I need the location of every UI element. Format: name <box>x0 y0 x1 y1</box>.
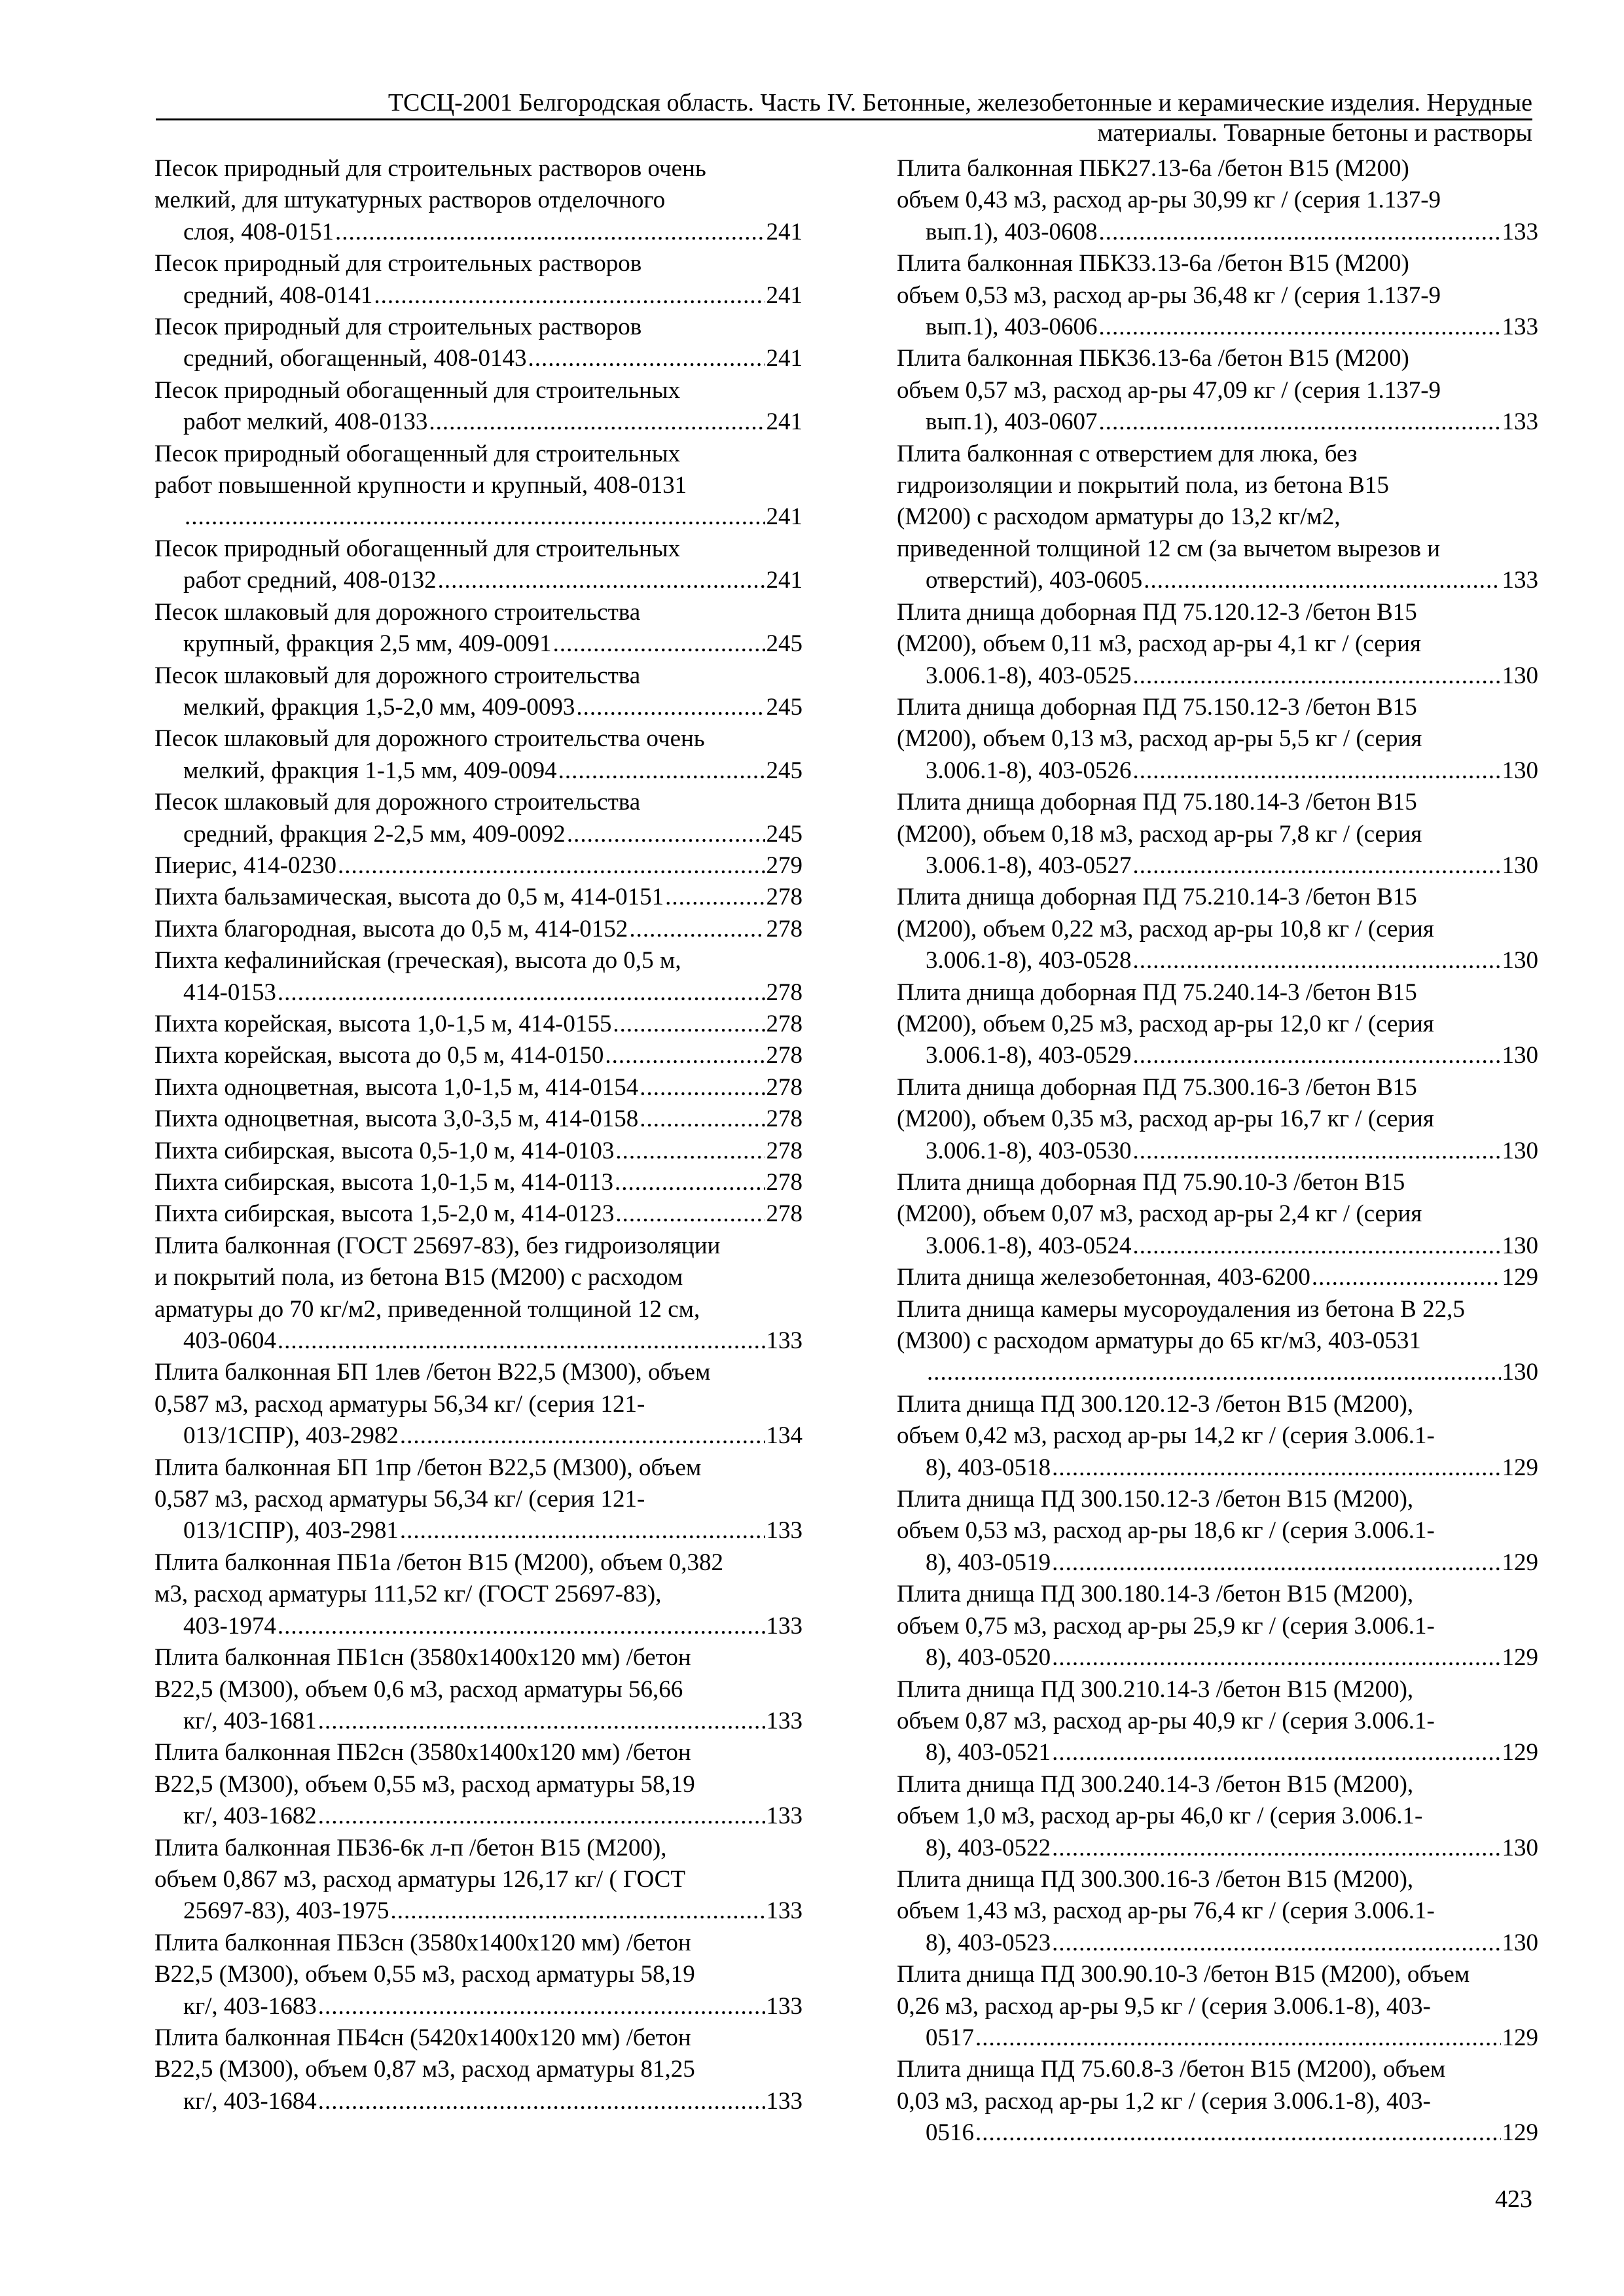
dot-leader <box>1132 660 1500 692</box>
entry-text-line: Песок природный для строительных растворов <box>154 250 642 278</box>
entry-text-line: (М200), объем 0,18 м3, расход ар-ры 7,8 кг / (серия <box>897 820 1422 848</box>
entry-text-line: 414-0153 <box>183 978 276 1006</box>
entry-text-line: Пихта сибирская, высота 1,5-2,0 м, 414-0123 <box>154 1200 615 1228</box>
entry-page-number: 133 <box>1502 408 1538 436</box>
entry-text-line: В22,5 (М300), объем 0,55 м3, расход арматуры 58,19 <box>154 1770 695 1798</box>
entry-text-line: Плита днища доборная ПД 75.300.16-3 /бетон В15 <box>897 1073 1417 1101</box>
entry-page-number: 129 <box>1502 1549 1538 1576</box>
entry-page-number: 278 <box>766 1042 803 1069</box>
index-entry <box>154 597 803 660</box>
index-entry <box>897 1959 1538 2054</box>
index-entry <box>154 1928 803 2022</box>
index-entry <box>154 787 803 850</box>
entry-page-number: 241 <box>766 218 803 245</box>
dot-leader <box>374 280 765 312</box>
index-column-left <box>154 153 803 2117</box>
entry-text-line: 8), 403-0522 <box>926 1834 1051 1861</box>
entry-text-line: Пихта корейская, высота до 0,5 м, 414-0150 <box>154 1042 604 1069</box>
entry-text-line: мелкий, для штукатурных растворов отделочного <box>154 187 666 214</box>
entry-text-line: м3, расход арматуры 111,52 кг/ (ГОСТ 25697-83), <box>154 1581 662 1608</box>
entry-page-number: 279 <box>766 852 803 879</box>
entry-text-line: Песок природный для строительных растворов очень <box>154 155 706 182</box>
index-entry <box>154 1072 803 1103</box>
index-entry <box>897 343 1538 438</box>
dot-leader <box>1132 1040 1500 1071</box>
entry-page-number: 245 <box>766 630 803 658</box>
index-entry <box>154 1009 803 1040</box>
entry-page-number: 241 <box>766 408 803 436</box>
entry-page-number: 130 <box>1502 852 1538 879</box>
entry-text-line: В22,5 (М300), объем 0,87 м3, расход арматуры 81,25 <box>154 2056 695 2083</box>
index-entry <box>897 882 1538 977</box>
dot-leader <box>1132 1136 1500 1167</box>
dot-leader <box>640 1103 765 1135</box>
running-header <box>156 88 1532 148</box>
entry-text-line: 0,587 м3, расход арматуры 56,34 кг/ (серия 121- <box>154 1486 645 1513</box>
dot-leader <box>605 1040 765 1071</box>
entry-text-line: Пиерис, 414-0230 <box>154 852 336 879</box>
entry-text-line: Плита днища ПД 300.180.14-3 /бетон В15 (М200), <box>897 1581 1414 1608</box>
index-entry <box>897 248 1538 343</box>
index-entry <box>897 1167 1538 1262</box>
entry-text-line: 0,587 м3, расход арматуры 56,34 кг/ (серия 121- <box>154 1390 645 1418</box>
index-entry <box>154 1167 803 1198</box>
entry-page-number: 130 <box>1502 1042 1538 1069</box>
entry-text-line: В22,5 (М300), объем 0,55 м3, расход арматуры 58,19 <box>154 1961 695 1988</box>
entry-text-line: 3.006.1-8), 403-0529 <box>926 1042 1132 1069</box>
entry-page-number: 133 <box>766 1612 803 1640</box>
entry-page-number: 133 <box>1502 567 1538 594</box>
dot-leader <box>640 1072 765 1103</box>
entry-page-number: 130 <box>1502 1359 1538 1386</box>
entry-page-number: 245 <box>766 757 803 784</box>
dot-leader <box>318 1706 765 1737</box>
entry-page-number: 133 <box>766 1517 803 1545</box>
entry-text-line: Песок природный обогащенный для строительных <box>154 535 681 562</box>
header-line-1: ТССЦ-2001 Белгородская область. Часть IV. Бетонные, железобетонные и керамические изделия. Нерудные <box>388 89 1532 117</box>
entry-page-number: 130 <box>1502 1232 1538 1259</box>
index-entry <box>154 723 803 787</box>
index-entry <box>897 153 1538 248</box>
entry-text-line: 013/1СПР), 403-2981 <box>183 1517 399 1545</box>
entry-text-line: приведенной толщиной 12 см (за вычетом вырезов и <box>897 535 1441 562</box>
entry-text-line: 0,26 м3, расход ар-ры 9,5 кг / (серия 3.006.1-8), 403- <box>897 1992 1431 2020</box>
dot-leader <box>1052 1928 1500 1959</box>
entry-text-line: (М200), объем 0,35 м3, расход ар-ры 16,7 кг / (серия <box>897 1105 1434 1133</box>
entry-text-line: Плита днища ПД 300.150.12-3 /бетон В15 (М200), <box>897 1486 1414 1513</box>
index-entry <box>154 850 803 882</box>
index-entry <box>154 153 803 248</box>
entry-text-line: 8), 403-0523 <box>926 1929 1051 1956</box>
index-entry <box>897 977 1538 1072</box>
index-entry <box>154 248 803 312</box>
entry-text-line: (М200), объем 0,22 м3, расход ар-ры 10,8 кг / (серия <box>897 915 1434 942</box>
entry-page-number: 278 <box>766 1169 803 1196</box>
entry-text-line: Плита днища доборная ПД 75.210.14-3 /бетон В15 <box>897 884 1417 911</box>
dot-leader <box>528 343 765 374</box>
entry-page-number: 241 <box>766 281 803 309</box>
entry-page-number: 134 <box>766 1422 803 1450</box>
dot-leader <box>615 1167 765 1198</box>
entry-text-line: Песок шлаковый для дорожного строительства <box>154 598 641 626</box>
entry-text-line: 8), 403-0520 <box>926 1644 1051 1672</box>
page-number: 423 <box>1495 2185 1532 2213</box>
entry-text-line: Пихта благородная, высота до 0,5 м, 414-0152 <box>154 915 628 942</box>
index-entry <box>154 2022 803 2117</box>
entry-page-number: 278 <box>766 978 803 1006</box>
index-entry <box>154 882 803 913</box>
entry-text-line: 3.006.1-8), 403-0530 <box>926 1137 1132 1164</box>
dot-leader <box>1144 565 1500 596</box>
entry-text-line: Плита днища ПД 300.90.10-3 /бетон В15 (М200), объем <box>897 1961 1470 1988</box>
entry-text-line: объем 0,87 м3, расход ар-ры 40,9 кг / (серия 3.006.1- <box>897 1707 1435 1734</box>
entry-page-number: 133 <box>1502 218 1538 245</box>
index-entry <box>897 1769 1538 1864</box>
entry-text-line: Пихта сибирская, высота 0,5-1,0 м, 414-0103 <box>154 1137 615 1164</box>
dot-leader <box>185 501 765 533</box>
dot-leader <box>278 1325 765 1357</box>
dot-leader <box>629 914 765 945</box>
entry-page-number: 278 <box>766 1137 803 1164</box>
entry-page-number: 245 <box>766 693 803 721</box>
entry-page-number: 129 <box>1502 2119 1538 2147</box>
entry-text-line: Плита балконная ПБ4сн (5420х1400х120 мм) /бетон <box>154 2024 691 2051</box>
dot-leader <box>1052 1547 1500 1579</box>
dot-leader <box>615 1198 765 1230</box>
index-entry <box>154 914 803 945</box>
entry-page-number: 133 <box>766 1327 803 1355</box>
entry-page-number: 133 <box>766 1992 803 2020</box>
dot-leader <box>1052 1642 1500 1674</box>
index-entry <box>154 1452 803 1547</box>
entry-page-number: 133 <box>1502 314 1538 341</box>
dot-leader <box>1099 312 1501 343</box>
entry-text-line: Пихта одноцветная, высота 1,0-1,5 м, 414-0154 <box>154 1073 639 1101</box>
entry-text-line: Плита балконная ПБ36-6к л-п /бетон В15 (М200), <box>154 1834 667 1861</box>
entry-text-line: Плита балконная (ГОСТ 25697-83), без гидроизоляции <box>154 1232 721 1259</box>
index-entry <box>897 1072 1538 1167</box>
entry-text-line: Плита балконная ПБ3сн (3580х1400х120 мм) /бетон <box>154 1929 691 1956</box>
entry-text-line: объем 0,43 м3, расход ар-ры 30,99 кг / (серия 1.137-9 <box>897 187 1441 214</box>
entry-text-line: Плита днища ПД 300.210.14-3 /бетон В15 (М200), <box>897 1676 1414 1703</box>
entry-text-line: объем 0,42 м3, расход ар-ры 14,2 кг / (серия 3.006.1- <box>897 1422 1435 1450</box>
entry-page-number: 278 <box>766 1010 803 1037</box>
entry-text-line: Песок шлаковый для дорожного строительства <box>154 662 641 689</box>
index-column-right <box>897 153 1538 2149</box>
entry-text-line: Плита днища ПД 75.60.8-3 /бетон В15 (М200), объем <box>897 2056 1446 2083</box>
entry-text-line: (М200), объем 0,13 м3, расход ар-ры 5,5 кг / (серия <box>897 725 1422 753</box>
dot-leader <box>390 1895 765 1927</box>
entry-page-number: 278 <box>766 1105 803 1133</box>
entry-text-line: работ мелкий, 408-0133 <box>183 408 428 436</box>
entry-page-number: 278 <box>766 1073 803 1101</box>
entry-text-line: (М200), объем 0,07 м3, расход ар-ры 2,4 кг / (серия <box>897 1200 1422 1228</box>
entry-text-line: работ средний, 408-0132 <box>183 567 437 594</box>
dot-leader <box>975 2117 1501 2149</box>
index-entry <box>897 439 1538 597</box>
entry-page-number: 241 <box>766 503 803 531</box>
entry-text-line: 3.006.1-8), 403-0527 <box>926 852 1132 879</box>
header-line-2: материалы. Товарные бетоны и растворы <box>1097 119 1532 147</box>
dot-leader <box>1099 406 1501 438</box>
entry-text-line: Плита балконная ПБ1сн (3580х1400х120 мм) /бетон <box>154 1644 691 1672</box>
index-entry <box>154 1230 803 1357</box>
entry-text-line: объем 0,53 м3, расход ар-ры 18,6 кг / (серия 3.006.1- <box>897 1517 1435 1545</box>
entry-text-line: средний, обогащенный, 408-0143 <box>183 345 527 372</box>
dot-leader <box>318 1991 765 2022</box>
entry-text-line: Плита днища доборная ПД 75.150.12-3 /бетон В15 <box>897 693 1417 721</box>
dot-leader <box>567 819 765 850</box>
dot-leader <box>1132 850 1500 882</box>
entry-text-line: 013/1СПР), 403-2982 <box>183 1422 399 1450</box>
entry-page-number: 129 <box>1502 1264 1538 1291</box>
entry-text-line: 3.006.1-8), 403-0526 <box>926 757 1132 784</box>
index-entry <box>154 375 803 439</box>
entry-text-line: 0516 <box>926 2119 974 2147</box>
entry-page-number: 130 <box>1502 1929 1538 1956</box>
entry-page-number: 130 <box>1502 662 1538 689</box>
entry-text-line: объем 1,43 м3, расход ар-ры 76,4 кг / (серия 3.006.1- <box>897 1897 1435 1925</box>
index-entry <box>154 1833 803 1928</box>
entry-text-line: объем 1,0 м3, расход ар-ры 46,0 кг / (серия 3.006.1- <box>897 1803 1423 1830</box>
dot-leader <box>1099 217 1501 248</box>
entry-page-number: 133 <box>766 2087 803 2115</box>
dot-leader <box>553 628 765 660</box>
entry-text-line: Плита балконная ПБ1а /бетон В15 (М200), объем 0,382 <box>154 1549 723 1576</box>
entry-text-line: Плита балконная ПБК27.13-6а /бетон В15 (М200) <box>897 155 1409 182</box>
entry-text-line: вып.1), 403-0608 <box>926 218 1098 245</box>
entry-page-number: 133 <box>766 1707 803 1734</box>
dot-leader <box>438 565 765 596</box>
entry-text-line: Плита балконная БП 1пр /бетон В22,5 (М300), объем <box>154 1454 702 1481</box>
entry-text-line: объем 0,53 м3, расход ар-ры 36,48 кг / (серия 1.137-9 <box>897 281 1441 309</box>
dot-leader <box>318 1801 765 1832</box>
entry-page-number: 133 <box>766 1803 803 1830</box>
entry-text-line: средний, 408-0141 <box>183 281 373 309</box>
dot-leader <box>429 406 765 438</box>
entry-text-line: Пихта бальзамическая, высота до 0,5 м, 414-0151 <box>154 884 664 911</box>
index-entry <box>154 1198 803 1230</box>
index-entry <box>154 1547 803 1642</box>
index-entry <box>897 787 1538 882</box>
entry-text-line: Плита днища доборная ПД 75.180.14-3 /бетон В15 <box>897 789 1417 816</box>
entry-page-number: 129 <box>1502 1644 1538 1672</box>
dot-leader <box>576 692 765 723</box>
dot-leader <box>975 2022 1501 2054</box>
index-entry <box>154 533 803 597</box>
dot-leader <box>1312 1262 1501 1293</box>
entry-text-line: объем 0,867 м3, расход арматуры 126,17 кг/ ( ГОСТ <box>154 1865 685 1893</box>
entry-text-line: (М200), объем 0,25 м3, расход ар-ры 12,0 кг / (серия <box>897 1010 1434 1037</box>
entry-text-line: Песок природный обогащенный для строительных <box>154 376 681 404</box>
dot-leader <box>338 850 765 882</box>
entry-page-number: 130 <box>1502 947 1538 975</box>
entry-text-line: Плита балконная с отверстием для люка, без <box>897 440 1358 467</box>
entry-text-line: (М200) с расходом арматуры до 13,2 кг/м2, <box>897 503 1341 531</box>
entry-text-line: В22,5 (М300), объем 0,6 м3, расход арматуры 56,66 <box>154 1676 683 1703</box>
entry-text-line: Песок шлаковый для дорожного строительства очень <box>154 725 705 753</box>
index-entry <box>897 1294 1538 1389</box>
entry-text-line: мелкий, фракция 1-1,5 мм, 409-0094 <box>183 757 557 784</box>
entry-text-line: 8), 403-0518 <box>926 1454 1051 1481</box>
entry-text-line: мелкий, фракция 1,5-2,0 мм, 409-0093 <box>183 693 575 721</box>
entry-text-line: Плита балконная ПБК33.13-6а /бетон В15 (М200) <box>897 250 1409 278</box>
entry-page-number: 241 <box>766 567 803 594</box>
index-entry <box>154 1737 803 1832</box>
entry-text-line: слоя, 408-0151 <box>183 218 334 245</box>
entry-text-line: (М200), объем 0,11 м3, расход ар-ры 4,1 кг / (серия <box>897 630 1421 658</box>
entry-page-number: 278 <box>766 884 803 911</box>
index-entry <box>154 660 803 724</box>
dot-leader <box>1052 1737 1500 1768</box>
entry-text-line: средний, фракция 2-2,5 мм, 409-0092 <box>183 820 566 848</box>
entry-page-number: 130 <box>1502 1834 1538 1861</box>
entry-text-line: арматуры до 70 кг/м2, приведенной толщиной 12 см, <box>154 1295 700 1323</box>
entry-text-line: 3.006.1-8), 403-0524 <box>926 1232 1132 1259</box>
dot-leader <box>558 755 765 787</box>
entry-text-line: Пихта одноцветная, высота 3,0-3,5 м, 414-0158 <box>154 1105 639 1133</box>
entry-text-line: Песок природный для строительных растворов <box>154 314 642 341</box>
index-entry <box>897 1262 1538 1293</box>
entry-text-line: Плита днища ПД 300.240.14-3 /бетон В15 (М200), <box>897 1770 1414 1798</box>
entry-text-line: кг/, 403-1681 <box>183 1707 317 1734</box>
entry-text-line: объем 0,75 м3, расход ар-ры 25,9 кг / (серия 3.006.1- <box>897 1612 1435 1640</box>
dot-leader <box>335 217 765 248</box>
entry-text-line: 0,03 м3, расход ар-ры 1,2 кг / (серия 3.006.1-8), 403- <box>897 2087 1431 2115</box>
entry-text-line: Пихта сибирская, высота 1,0-1,5 м, 414-0113 <box>154 1169 614 1196</box>
dot-leader <box>613 1009 765 1040</box>
dot-leader <box>1052 1833 1500 1864</box>
entry-text-line: Плита днища доборная ПД 75.120.12-3 /бетон В15 <box>897 598 1417 626</box>
entry-page-number: 129 <box>1502 1454 1538 1481</box>
entry-page-number: 245 <box>766 820 803 848</box>
entry-page-number: 278 <box>766 915 803 942</box>
entry-page-number: 278 <box>766 1200 803 1228</box>
index-entry <box>897 692 1538 787</box>
index-entry <box>154 439 803 533</box>
entry-text-line: Песок шлаковый для дорожного строительства <box>154 789 641 816</box>
index-entry <box>154 945 803 1009</box>
entry-text-line: объем 0,57 м3, расход ар-ры 47,09 кг / (серия 1.137-9 <box>897 376 1441 404</box>
entry-text-line: работ повышенной крупности и крупный, 408-0131 <box>154 472 687 499</box>
dot-leader <box>1132 755 1500 787</box>
entry-text-line: Плита днища камеры мусороудаления из бетона В 22,5 <box>897 1295 1465 1323</box>
index-entry <box>897 1389 1538 1484</box>
index-entry <box>897 2054 1538 2149</box>
entry-text-line: крупный, фракция 2,5 мм, 409-0091 <box>183 630 552 658</box>
entry-text-line: Плита балконная ПБ2сн (3580х1400х120 мм) /бетон <box>154 1739 691 1767</box>
dot-leader <box>278 1611 765 1642</box>
entry-text-line: кг/, 403-1683 <box>183 1992 317 2020</box>
dot-leader <box>278 977 765 1009</box>
entry-text-line: Плита днища доборная ПД 75.90.10-3 /бетон В15 <box>897 1169 1405 1196</box>
entry-text-line: и покрытий пола, из бетона В15 (М200) с расходом <box>154 1264 683 1291</box>
entry-text-line: гидроизоляции и покрытий пола, из бетона В15 <box>897 472 1389 499</box>
index-entry <box>154 1357 803 1452</box>
entry-text-line: Плита днища железобетонная, 403-6200 <box>897 1264 1310 1291</box>
entry-text-line: Пихта кефалинийская (греческая), высота до 0,5 м, <box>154 947 681 975</box>
entry-page-number: 133 <box>766 1897 803 1925</box>
header-rule <box>156 118 1532 120</box>
entry-text-line: Песок природный обогащенный для строительных <box>154 440 681 467</box>
entry-text-line: 3.006.1-8), 403-0528 <box>926 947 1132 975</box>
dot-leader <box>615 1136 765 1167</box>
dot-leader <box>1052 1452 1500 1484</box>
index-entry <box>154 1136 803 1167</box>
entry-page-number: 130 <box>1502 1137 1538 1164</box>
entry-text-line: Плита днища ПД 300.120.12-3 /бетон В15 (М200), <box>897 1390 1414 1418</box>
index-entry <box>897 1674 1538 1769</box>
index-entry <box>154 1103 803 1135</box>
entry-text-line: (М300) с расходом арматуры до 65 кг/м3, 403-0531 <box>897 1327 1421 1355</box>
index-entry <box>154 1040 803 1071</box>
entry-text-line: Плита днища ПД 300.300.16-3 /бетон В15 (М200), <box>897 1865 1414 1893</box>
dot-leader <box>927 1357 1501 1388</box>
entry-text-line: отверстий), 403-0605 <box>926 567 1143 594</box>
index-entry <box>897 1579 1538 1674</box>
entry-text-line: кг/, 403-1682 <box>183 1803 317 1830</box>
dot-leader <box>318 2086 765 2117</box>
index-entry <box>154 312 803 375</box>
dot-leader <box>400 1515 765 1547</box>
entry-text-line: 0517 <box>926 2024 974 2051</box>
entry-text-line: Плита балконная ПБК36.13-6а /бетон В15 (М200) <box>897 345 1409 372</box>
entry-text-line: 403-0604 <box>183 1327 276 1355</box>
entry-text-line: вып.1), 403-0607 <box>926 408 1098 436</box>
index-entry <box>154 1642 803 1737</box>
index-entry <box>897 1484 1538 1579</box>
entry-page-number: 129 <box>1502 2024 1538 2051</box>
dot-leader <box>400 1420 765 1452</box>
index-entry <box>897 597 1538 692</box>
entry-text-line: вып.1), 403-0606 <box>926 314 1098 341</box>
dot-leader <box>1132 1230 1500 1262</box>
index-entry <box>897 1864 1538 1959</box>
entry-page-number: 130 <box>1502 757 1538 784</box>
dot-leader <box>665 882 765 913</box>
entry-text-line: 25697-83), 403-1975 <box>183 1897 389 1925</box>
entry-text-line: 403-1974 <box>183 1612 276 1640</box>
entry-text-line: Плита днища доборная ПД 75.240.14-3 /бетон В15 <box>897 978 1417 1006</box>
entry-text-line: 8), 403-0521 <box>926 1739 1051 1767</box>
entry-page-number: 241 <box>766 345 803 372</box>
entry-text-line: кг/, 403-1684 <box>183 2087 317 2115</box>
entry-text-line: 8), 403-0519 <box>926 1549 1051 1576</box>
entry-text-line: Плита балконная БП 1лев /бетон В22,5 (М300), объем <box>154 1359 711 1386</box>
dot-leader <box>1132 945 1500 977</box>
entry-text-line: 3.006.1-8), 403-0525 <box>926 662 1132 689</box>
entry-text-line: Пихта корейская, высота 1,0-1,5 м, 414-0155 <box>154 1010 612 1037</box>
entry-page-number: 129 <box>1502 1739 1538 1767</box>
